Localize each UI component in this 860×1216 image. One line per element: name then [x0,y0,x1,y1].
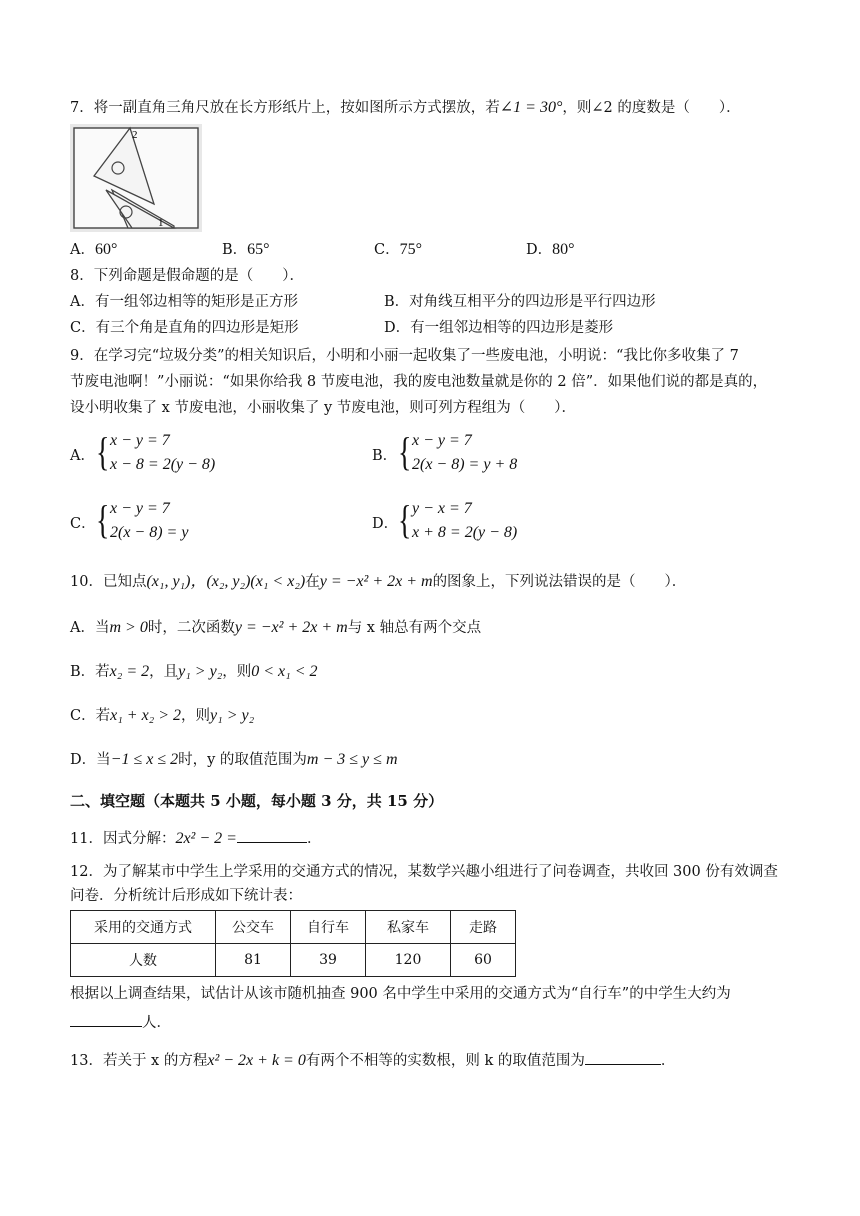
table-header-cell: 自行车 [291,911,366,944]
section-title-fill-in: 二、填空题（本题共 5 小题，每小题 3 分，共 15 分） [70,792,444,810]
q13-answer-blank[interactable] [585,1050,661,1065]
table-cell: 81 [216,944,291,977]
table-row [71,944,516,977]
table-header-cell: 采用的交通方式 [71,911,216,944]
q7-option-b[interactable]: B．65° [222,241,270,258]
q9-option-c[interactable]: C． { x − y = 7 2(x − 8) = y [70,497,189,542]
table-cell: 人数 [71,944,216,977]
q7-stem: 7．将一副直角三角尺放在长方形纸片上，按如图所示方式摆放，若∠1 = 30°，则∠2 的度数是（ ）． [70,99,741,116]
table-cell: 39 [291,944,366,977]
q9-stem-line1: 9．在学习完“垃圾分类”的相关知识后，小明和小丽一起收集了一些废电池，小明说：“我比你多收集了 7 [70,348,739,364]
transport-stat-table [70,910,516,977]
q9-option-d[interactable]: D． { y − x = 7 x + 8 = 2(y − 8) [372,497,518,542]
q8-option-a[interactable]: A．有一组邻边相等的矩形是正方形 [70,294,298,310]
q7-angle-math: ∠1 = 30° [499,99,563,116]
table-header-cell: 走路 [451,911,516,944]
q12-stem-line3: 根据以上调查结果，试估计从该市随机抽查 900 名中学生中采用的交通方式为“自行车”的中学生大约为 [70,986,731,1002]
table-cell: 120 [366,944,451,977]
q7-option-c[interactable]: C．75° [374,241,423,258]
q9-option-a[interactable]: A． { x − y = 7 x − 8 = 2(y − 8) [70,429,216,474]
svg-text:2: 2 [132,129,138,141]
q10-option-a[interactable]: A．当m > 0时，二次函数y = −x² + 2x + m与 x 轴总有两个交点 [70,619,482,636]
q12-stem-line4: 人． [70,1012,171,1033]
q10-option-d[interactable]: D．当−1 ≤ x ≤ 2时，y 的取值范围为m − 3 ≤ y ≤ m [70,751,398,768]
q10-option-c[interactable]: C．若x₁ + x₂ > 2，则y₁ > y₂ [70,707,255,724]
q9-stem-line2: 节废电池啊！”小丽说：“如果你给我 8 节废电池，我的废电池数量就是你的 2 倍”．如果他们说的都是真的， [70,374,768,390]
q12-answer-blank[interactable] [70,1012,142,1027]
q8-option-c[interactable]: C．有三个角是直角的四边形是矩形 [70,320,299,336]
table-row [71,911,516,944]
q11-answer-blank[interactable] [237,828,307,843]
q7-option-d[interactable]: D．80° [526,241,575,258]
q9-option-b[interactable]: B． { x − y = 7 2(x − 8) = y + 8 [372,429,518,474]
q8-option-d[interactable]: D．有一组邻边相等的四边形是菱形 [384,320,614,336]
svg-text:1: 1 [158,217,164,229]
table-cell: 60 [451,944,516,977]
table-header-cell: 私家车 [366,911,451,944]
q11-stem: 11．因式分解：2x² − 2 = ． [70,830,322,847]
q13-stem: 13．若关于 x 的方程x² − 2x + k = 0有两个不相等的实数根，则 k 的取值范围为 ． [70,1052,676,1069]
q8-option-b[interactable]: B．对角线互相平分的四边形是平行四边形 [384,294,656,310]
q10-option-b[interactable]: B．若x₂ = 2，且y₁ > y₂，则0 < x₁ < 2 [70,663,318,680]
table-header-cell: 公交车 [216,911,291,944]
q8-stem: 8．下列命题是假命题的是（ ）． [70,268,304,284]
q7-option-a[interactable]: A．60° [70,241,118,258]
q12-stem-line1: 12．为了解某市中学生上学采用的交通方式的情况，某数学兴趣小组进行了问卷调查，共收回 300 份有效调查 [70,864,778,880]
q12-stem-line2: 问卷．分析统计后形成如下统计表： [70,888,302,904]
q10-stem: 10．已知点(x₁, y₁)，(x₂, y₂)(x₁ < x₂)在y = −x² + 2x + m的图象上，下列说法错误的是（ ）． [70,573,687,590]
q9-stem-line3: 设小明收集了 x 节废电池，小丽收集了 y 节废电池，则可列方程组为（ ）． [70,400,577,416]
q7-figure [70,124,202,232]
